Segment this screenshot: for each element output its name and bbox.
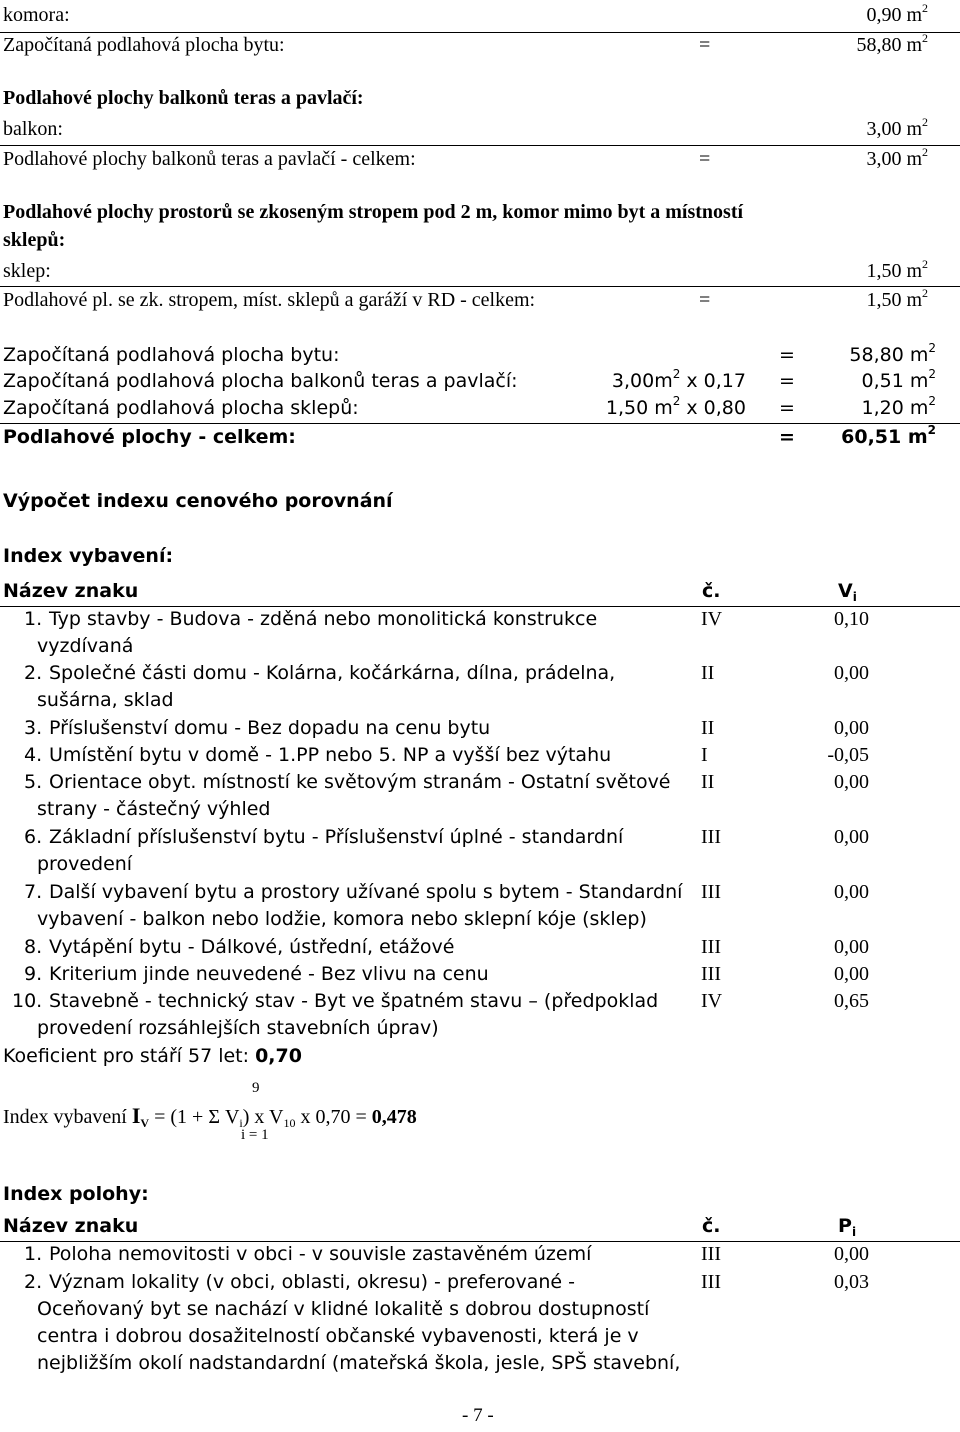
location-row-value: 0,00 (834, 1243, 869, 1265)
location-col-name: Název znaku (3, 1215, 139, 1237)
balcony-heading: Podlahové plochy balkonů teras a pavlačí: (3, 87, 364, 109)
summary-byt-value: 58,80 $m^2$ (849, 341, 936, 366)
equipment-row-label-cont: provedení rozsáhlejších stavebních úprav) (37, 1017, 439, 1039)
location-row-value: 0,03 (834, 1271, 869, 1293)
equipment-row-class: II (701, 717, 715, 739)
location-row-label: Význam lokality (v obci, oblasti, okresu) - preferované - (49, 1271, 575, 1293)
balcony-total-label: Podlahové plochy balkonů teras a pavlačí - celkem: (3, 148, 416, 170)
summary-total-value: 60,51 $m^2$ (841, 423, 936, 448)
equipment-row-label-cont: provedení (37, 853, 133, 875)
summary-balcony-label: Započítaná podlahová plocha balkonů teras a pavlačí: (3, 370, 518, 392)
location-col-p: $P_i$ (838, 1215, 857, 1239)
location-col-no: č. (702, 1215, 721, 1237)
balcony-total-value: 3,00 $m^2$ (866, 145, 928, 170)
equipment-row-label-cont: vybavení - balkon nebo lodžie, komora nebo sklepní kóje (sklep) (37, 908, 647, 930)
summary-byt-label: Započítaná podlahová plocha bytu: (3, 344, 340, 366)
equipment-row-label: Orientace obyt. místností ke světovým stranám - Ostatní světové (49, 771, 671, 793)
summary-byt-eq: = (779, 344, 795, 366)
balkon-value: 3,00 $m^2$ (866, 115, 928, 140)
summary-total-eq: = (779, 426, 795, 448)
page-number: - 7 - (462, 1405, 494, 1426)
location-heading: Index polohy: (3, 1183, 149, 1205)
equipment-row-value: 0,00 (834, 936, 869, 958)
sklep-label: sklep: (3, 260, 51, 282)
equipment-row-number: 2. (24, 662, 43, 684)
equipment-row-label: Příslušenství domu - Bez dopadu na cenu bytu (49, 717, 491, 739)
formula-upper-limit: 9 (252, 1080, 260, 1096)
equipment-row-number: 7. (24, 881, 43, 903)
divider (0, 1241, 960, 1242)
equipment-row-class: II (701, 662, 715, 684)
balkon-label: balkon: (3, 118, 63, 140)
equipment-row-class: III (701, 881, 721, 903)
age-coefficient: Koeficient pro stáří 57 let: 0,70 (3, 1045, 302, 1067)
summary-balcony-eq: = (779, 370, 795, 392)
equipment-row-class: III (701, 963, 721, 985)
summary-total-label: Podlahové plochy - celkem: (3, 426, 296, 448)
komora-label: komora: (3, 4, 70, 26)
cellar-total-label: Podlahové pl. se zk. stropem, míst. sklepů a garáží v RD - celkem: (3, 289, 536, 311)
cellar-total-eq: = (699, 289, 711, 311)
equipment-row-value: 0,00 (834, 771, 869, 793)
equipment-row-number: 3. (24, 717, 43, 739)
equipment-row-label: Základní příslušenství bytu - Příslušenství úplné - standardní (49, 826, 624, 848)
cellar-total-value: 1,50 $m^2$ (866, 286, 928, 311)
equipment-row-label: Další vybavení bytu a prostory užívané spolu s bytem - Standardní (49, 881, 683, 903)
formula-lower-limit: i = 1 (241, 1127, 269, 1143)
location-row-label: Oceňovaný byt se nachází v klidné lokalitě s dobrou dostupností (37, 1298, 650, 1320)
byt-total-label: Započítaná podlahová plocha bytu: (3, 34, 285, 56)
equipment-heading: Index vybavení: (3, 545, 174, 567)
equipment-row-label: Stavebně - technický stav - Byt ve špatném stavu – (předpoklad (49, 990, 659, 1012)
equipment-row-number: 1. (24, 608, 43, 630)
equipment-col-name: Název znaku (3, 580, 139, 602)
location-row-label: centra i dobrou dosažitelností občanské vybavenosti, která je v (37, 1325, 639, 1347)
byt-total-value: 58,80 $m^2$ (856, 31, 928, 56)
equipment-row-number: 6. (24, 826, 43, 848)
summary-balcony-calc: $3,00m^2$ x 0,17 (611, 367, 746, 392)
location-row-class: III (701, 1271, 721, 1293)
sklep-value: 1,50 $m^2$ (866, 257, 928, 282)
equipment-row-label: Společné části domu - Kolárna, kočárkárna, dílna, prádelna, (49, 662, 616, 684)
equipment-col-v: $V_i$ (838, 580, 857, 604)
location-row-number: 1. (24, 1243, 43, 1265)
equipment-index-formula: Index vybavení $I_V = (1 + \Sigma$ $V_i$) x $V_{10}$ x 0,70 = 0,478 (3, 1103, 417, 1130)
equipment-col-no: č. (702, 580, 721, 602)
byt-total-eq: = (699, 34, 711, 56)
cellar-heading-line1: Podlahové plochy prostorů se zkoseným stropem pod 2 m, komor mimo byt a místností (3, 201, 744, 223)
equipment-row-label: Kriterium jinde neuvedené - Bez vlivu na cenu (49, 963, 489, 985)
equipment-row-value: 0,00 (834, 717, 869, 739)
summary-cellar-label: Započítaná podlahová plocha sklepů: (3, 397, 359, 419)
equipment-row-label: Typ stavby - Budova - zděná nebo monolitická konstrukce (49, 608, 598, 630)
divider (0, 606, 960, 607)
summary-cellar-eq: = (779, 397, 795, 419)
equipment-row-number: 9. (24, 963, 43, 985)
equipment-row-label: Vytápění bytu - Dálkové, ústřední, etážové (49, 936, 455, 958)
equipment-row-number: 5. (24, 771, 43, 793)
location-row-label: nejbližším okolí nadstandardní (mateřská škola, jesle, SPŠ stavební, (37, 1352, 681, 1374)
equipment-row-value: 0,00 (834, 662, 869, 684)
equipment-row-value: 0,00 (834, 881, 869, 903)
equipment-row-value: 0,65 (834, 990, 869, 1012)
equipment-row-value: 0,00 (834, 826, 869, 848)
equipment-row-number: 10. (12, 990, 43, 1012)
equipment-row-value: -0,05 (827, 744, 869, 766)
index-heading: Výpočet indexu cenového porovnání (3, 490, 393, 512)
komora-value: 0,90 $m^2$ (866, 1, 928, 26)
summary-cellar-value: 1,20 $m^2$ (861, 394, 936, 419)
equipment-row-label-cont: vyzdívaná (37, 635, 134, 657)
equipment-row-value: 0,00 (834, 963, 869, 985)
summary-balcony-value: 0,51 $m^2$ (861, 367, 936, 392)
cellar-heading-line2: sklepů: (3, 229, 66, 251)
equipment-row-class: III (701, 826, 721, 848)
location-row-number: 2. (24, 1271, 43, 1293)
equipment-row-class: II (701, 771, 715, 793)
location-row-label: Poloha nemovitosti v obci - v souvisle zastavěném území (49, 1243, 592, 1265)
location-row-class: III (701, 1243, 721, 1265)
equipment-row-number: 8. (24, 936, 43, 958)
equipment-row-label-cont: sušárna, sklad (37, 689, 174, 711)
summary-cellar-calc: 1,50 $m^2$ x 0,80 (605, 394, 746, 419)
equipment-row-label: Umístění bytu v domě - 1.PP nebo 5. NP a vyšší bez výtahu (49, 744, 612, 766)
balcony-total-eq: = (699, 148, 711, 170)
equipment-row-class: III (701, 936, 721, 958)
equipment-row-value: 0,10 (834, 608, 869, 630)
equipment-row-class: IV (701, 990, 723, 1012)
equipment-row-number: 4. (24, 744, 43, 766)
equipment-row-class: I (701, 744, 708, 766)
equipment-row-label-cont: strany - částečný výhled (37, 798, 271, 820)
divider (0, 286, 960, 287)
equipment-row-class: IV (701, 608, 723, 630)
divider (0, 32, 960, 33)
divider (0, 145, 960, 146)
divider (0, 423, 960, 424)
